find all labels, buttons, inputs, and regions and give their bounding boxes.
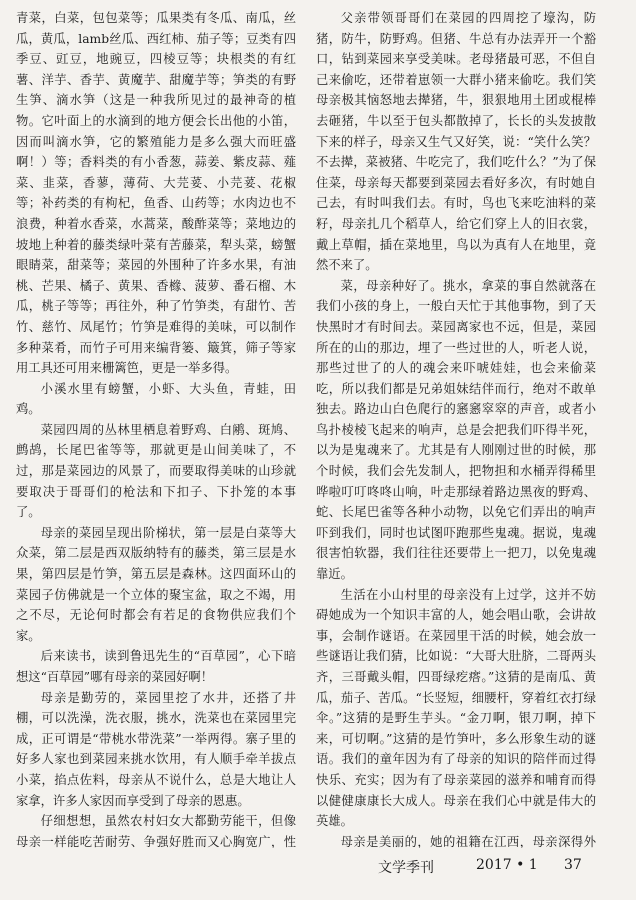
paragraph: 母亲是勤劳的，菜园里挖了水井，还搭了井棚，可以洗澡，洗衣服，挑水，洗菜也在菜园里完成，正可谓是“带桃水带洗菜”一举两得。寨子里的好多人家也到菜园来挑水饮用，有人顺手牵羊拔点小菜，掐点佐料，母亲从不说什么，总是大地让人家拿，许多人家因而享受到了母亲的恩惠。	[16, 690, 296, 808]
issue-number: 2017 • 1	[476, 857, 538, 873]
paragraph: 小溪水里有螃蟹，小虾、大头鱼，青蛙，田鸡。	[16, 381, 296, 417]
journal-name: 文学季刊	[378, 860, 434, 876]
paragraph: 菜园四周的丛林里栖息着野鸡、白鹇、斑鸠、鹧鸪，长尾巴雀等等，那就更是山间美味了，不过，那是菜园边的风景了，而要取得美味的山珍就要取决于哥哥们的枪法和下扣子、下扑笼的本事了。	[16, 422, 296, 520]
paragraph: 生活在小山村里的母亲没有上过学，这并不妨碍她成为一个知识丰富的人，她会唱山歌，会讲故事，会制作谜语。在菜园里干活的时候，她会放一些谜语让我们猜，比如说：“大哥大肚脐，二哥两头齐，三哥戴头帽，四哥绿疙瘩。”这猜的是南瓜、黄瓜，茄子、苦瓜。“长竖短，细腰杆，穿着红衣打绿伞。”这猜的是野生芋头。“金刀啊，银刀啊，掉下来，可切啊。”这猜的是竹笋叶，多么形象生动的谜语。我们的童年因为有了母亲的知识的陪伴而过得快乐、充实；因为有了母亲菜园的滋养和哺育而得以健健康康长大成人。母亲在我们心中就是伟大的英雄。	[316, 587, 596, 829]
paragraph: 母亲的菜园呈现出阶梯状，第一层是白菜等大众菜，第二层是西双版纳特有的藤类，第三层是水果，第四层是竹笋，第五层是森林。这四面环山的菜园子仿佛就是一个立体的聚宝盆，取之不竭，用之不尽，无论何时都会有若足的食物供应我们个家。	[16, 525, 296, 643]
paragraph: 父亲带领哥哥们在菜园的四周挖了壕沟，防猪，防牛，防野鸡。但猪、牛总有办法弄开一个豁口，钻到菜园来享受美味。老母猪最可恶，不但自己来偷吃，还带着崽领一大群小猪来偷吃。我们笑母亲极其恼怒地去撵猪，牛，狠狠地用土团或棍棒去砸猪，牛以至于包头都散掉了，长长的头发披散下来的样子，母亲又生气又好笑，说：“笑什么笑？不去撵，菜被猪、牛吃完了，我们吃什么？”为了保住菜，母亲每天都要到菜园去看好多次，有时她自己去，有时叫我们去。有时，鸟也飞来吃油料的菜籽，母亲扎几个稻草人，给它们穿上人的旧衣裳，戴上草帽，插在菜地里，鸟以为真有人在地里，竟然不来了。	[316, 11, 596, 273]
left-column	[16, 8, 296, 848]
page-number: 37	[564, 857, 582, 873]
paragraph: 青菜，白菜，包包菜等；瓜果类有冬瓜、南瓜，丝瓜，黄瓜，lamb丝瓜、西红柿、茄子等；豆类有四季豆、豇豆，地豌豆，四棱豆等；块根类的有红薯、洋芋、香芋、黄魔芋、甜魔芋等；笋类的有野生笋、滴水笋（这是一种我所见过的最神奇的植物。它叶面上的水滴到的地方便会长出他的小笛，因而叫滴水笋，它的繁殖能力是多么强大而旺盛啊！）等；香料类的有小香葱，蒜姜、紫皮蒜、薤菜、韭菜，香蓼，薄荷、大芫荽、小芫荽、花椒等；补药类的有枸杞，鱼香、山药等；水肉边也不浪费，种着水香菜，水蒿菜，酸酢菜等；菜地边的坡地上种着的藤类绿叶菜有苦藤菜，犁头菜，螃蟹眼睛菜，甜菜等；菜园的外围种了许多水果，有油桃、芒果、橘子、黄果、香橼、菠萝、番石榴、木瓜，桃子等等；再往外，种了竹笋类，有甜竹、苦竹、慈竹、凤尾竹；竹笋是难得的美味，可以制作多种菜肴，而竹子可用来编背篓、簸箕，筛子等家用工具还可用来栅篱笆，更是一举多得。	[16, 11, 296, 376]
right-column	[316, 8, 596, 848]
paragraph: 母亲是美丽的，她的祖籍在江西，母亲深得外	[340, 834, 596, 848]
paragraph: 后来读书，读到鲁迅先生的“百草园”，心下暗想这“百草园”哪有母亲的菜园好啊！	[16, 649, 296, 684]
paragraph: 仔细想想，虽然农村妇女大都勤劳能干，但像母亲一样能吃苦耐劳、争强好胜而又心胸宽广，性	[16, 814, 296, 848]
paragraph: 菜，母亲种好了。挑水，拿菜的事自然就落在我们小孩的身上，一般白天忙于其他事物，到了天快黑时才有时间去。菜园离家也不远，但是，菜园所在的山的那边，埋了一些过世的人，听老人说，那些过世了的人的魂会来吓唬娃娃，也会来偷菜吃，所以我们都是兄弟姐妹结伴而行，绝对不敢单独去。路边山白色爬行的窸窸窣窣的声音，或者小鸟扑棱棱飞起来的响声，总是会把我们吓得半死，以为是鬼魂来了。尤其是有人刚刚过世的时候，那个时候，我们会先发制人，把物担和水桶弄得稀里哗啦叮叮咚咚山响，叶走那绿着路边黑夜的野鸡、蛇、长尾巴雀等各种小动物，以免它们弄出的响声吓到我们，同时也试图吓跑那些鬼魂。据说，鬼魂很害怕软器，我们往往还要带上一把刀，以免鬼魂靠近。	[316, 278, 596, 582]
